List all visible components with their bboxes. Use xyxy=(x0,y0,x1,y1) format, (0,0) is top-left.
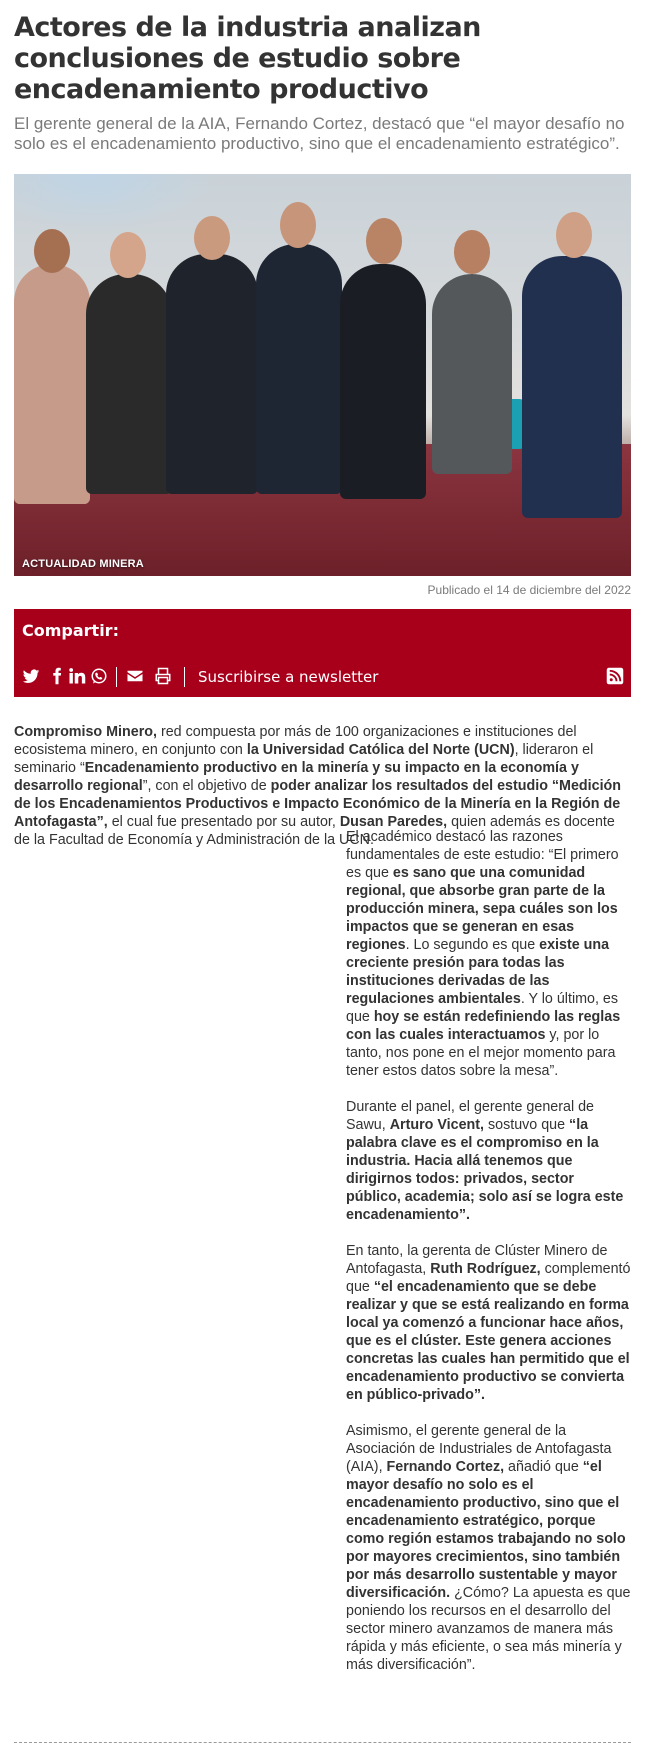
person-5-head xyxy=(366,218,402,264)
bold-text: poder analizar los resultados del estudio “Medición de los Encadenamientos Productivos e Impacto Económico de la Minería en la Región de Antofagasta”, xyxy=(14,778,622,830)
article xyxy=(14,0,631,849)
whatsapp-icon[interactable] xyxy=(90,667,108,685)
photo-credit: ACTUALIDAD MINERA xyxy=(22,558,144,570)
article-column xyxy=(346,828,631,1692)
section-divider xyxy=(14,1742,631,1743)
wall-light xyxy=(14,174,214,234)
bold-text: existe una creciente presión para todas las instituciones derivadas de las regulaciones ambientales xyxy=(346,937,610,1007)
share-bar xyxy=(14,609,631,697)
share-separator xyxy=(184,667,185,687)
linkedin-icon[interactable] xyxy=(68,667,86,685)
bold-text: “el mayor desafío no solo es el encadenamiento productivo, sino que el encadenamiento estratégico, porque como región estamos trabajando no solo por mayores crecimientos, sino también por más desarrollo sustentable y mayor diversificación. xyxy=(346,1459,626,1601)
text-run: añadió que xyxy=(504,1459,583,1475)
person-7 xyxy=(522,256,622,518)
share-title: Compartir: xyxy=(22,621,119,640)
text-run: red compuesta por más de 100 organizaciones e instituciones del ecosistema minero, en conjunto con xyxy=(14,724,577,758)
person-2-head xyxy=(110,232,146,278)
person-1-head xyxy=(34,229,70,273)
person-4-head xyxy=(280,202,316,248)
text-run: ”, con el objetivo de xyxy=(142,778,271,794)
person-1 xyxy=(14,264,90,504)
bold-text: Dusan Paredes, xyxy=(339,814,448,830)
email-icon[interactable] xyxy=(126,667,144,685)
bold-text: Compromiso Minero, xyxy=(14,724,157,740)
person-6 xyxy=(432,274,512,474)
text-run: . Lo segundo es que xyxy=(405,937,540,953)
text-run: Durante el panel, el gerente general de Sawu, xyxy=(346,1099,594,1133)
text-run: En tanto, la gerenta de Clúster Minero de Antofagasta, xyxy=(346,1243,608,1277)
bold-text: “la palabra clave es el compromiso en la industria. Hacia allá tenemos que dirigirnos todos: privados, sector público, academia; solo así se logra este encadenamiento”. xyxy=(346,1117,624,1223)
article-title: Actores de la industria analizan conclusiones de estudio sobre encadenamiento productivo xyxy=(14,12,481,105)
publish-date: Publicado el 14 de diciembre del 2022 xyxy=(427,583,631,597)
newsletter-link[interactable]: Suscribirse a newsletter xyxy=(198,668,379,686)
paragraph-5 xyxy=(346,1422,631,1674)
share-icons-row xyxy=(22,667,623,687)
text-run: el cual fue presentado por su autor, xyxy=(107,814,340,830)
bold-text: Encadenamiento productivo en la minería y su impacto en la economía y desarrollo regional xyxy=(14,760,579,794)
bold-text: Arturo Vicent, xyxy=(389,1117,484,1133)
paragraph-2 xyxy=(346,828,631,1080)
text-run: quien además es docente de la Facultad de Economía y Administración de la UCN. xyxy=(14,814,615,848)
share-separator xyxy=(116,667,117,687)
text-run: Asimismo, el gerente general de la Asociación de Industriales de Antofagasta (AIA), xyxy=(346,1423,612,1475)
article-photo[interactable] xyxy=(14,174,631,576)
bold-text: hoy se están redefiniendo las reglas con las cuales interactuamos xyxy=(346,1009,621,1043)
person-4 xyxy=(256,244,342,494)
paragraph-4 xyxy=(346,1242,631,1404)
text-run: ¿Cómo? La apuesta es que poniendo los recursos en el desarrollo del sector minero avanzamos de manera más rápida y más eficiente, o sea más minería y más diversificación”. xyxy=(346,1585,631,1673)
bold-text: la Universidad Católica del Norte (UCN) xyxy=(246,742,515,758)
bold-text: “el encadenamiento que se debe realizar y que se está realizando en forma local ya comenzó a funcionar hace años, que es el clúster. Este genera acciones concretas las cuales han permitido que el encadenamiento productivo se convierta en público-privado”. xyxy=(346,1279,630,1403)
person-6-head xyxy=(454,230,490,274)
bold-text: Ruth Rodríguez, xyxy=(430,1261,541,1277)
text-run: El académico destacó las razones fundamentales de este estudio: “El primero es que xyxy=(346,829,619,881)
text-run: y, por lo tanto, nos pone en el mejor momento para tener estos datos sobre la mesa”. xyxy=(346,1027,616,1079)
rss-icon[interactable] xyxy=(606,667,624,685)
person-7-head xyxy=(556,212,592,258)
text-run: complementó que xyxy=(346,1261,631,1295)
text-run: sostuvo que xyxy=(484,1117,570,1133)
person-3-head xyxy=(194,216,230,260)
article-lead: El gerente general de la AIA, Fernando Cortez, destacó que “el mayor desafío no solo es el encadenamiento productivo, sino que el encadenamiento estratégico”. xyxy=(14,114,625,153)
person-5 xyxy=(340,264,426,499)
print-icon[interactable] xyxy=(154,667,172,685)
twitter-icon[interactable] xyxy=(22,667,40,685)
person-2 xyxy=(86,274,172,494)
text-run: . Y lo último, es que xyxy=(346,991,619,1025)
bold-text: es sano que una comunidad regional, que absorbe gran parte de la producción minera, sepa cuáles son los impactos que se generan en esas regiones xyxy=(346,865,618,953)
bold-text: Fernando Cortez, xyxy=(386,1459,505,1475)
person-3 xyxy=(166,254,258,494)
text-run: , lideraron el seminario “ xyxy=(14,742,594,776)
facebook-icon[interactable] xyxy=(48,667,66,685)
paragraph-3 xyxy=(346,1098,631,1224)
